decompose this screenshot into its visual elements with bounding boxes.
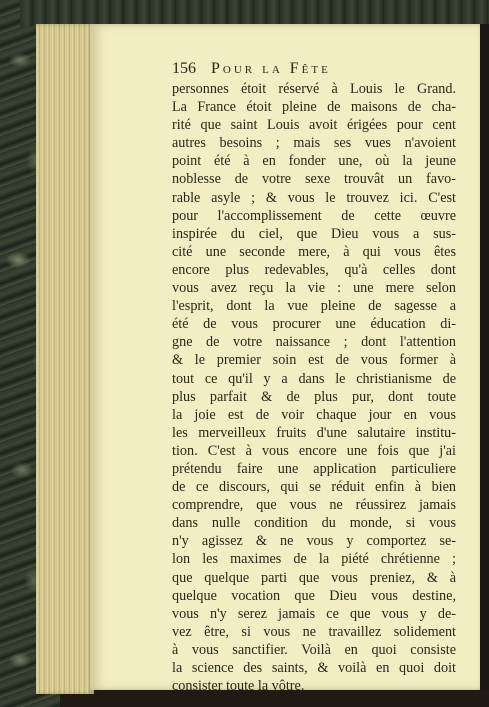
text-line: n'y agissez & ne vous y comportez se- xyxy=(172,533,456,550)
text-line: gne de votre naissance ; dont l'attention xyxy=(172,334,456,351)
text-line: comprendre, que vous ne réussirez jamais xyxy=(172,497,456,514)
text-line: que quelque parti que vous preniez, & à xyxy=(172,569,456,586)
page-number: 156 xyxy=(172,60,196,77)
text-line: dans nulle condition du monde, si vous xyxy=(172,515,456,532)
text-line: encore plus redevables, qu'à celles dont xyxy=(172,261,456,278)
text-line: à vous sanctifier. Voilà en quoi consiste xyxy=(172,641,456,658)
text-line: personnes étoit réservé à Louis le Grand. xyxy=(172,81,456,97)
text-line: cité une seconde mere, à qui vous êtes xyxy=(172,243,456,260)
text-line: La France étoit pleine de maisons de cha- xyxy=(172,99,456,116)
text-line: vous avez reçu la vie : une mere selon xyxy=(172,280,456,297)
book-cover-top-edge xyxy=(20,0,489,26)
page-stack-edges xyxy=(36,24,94,694)
text-line: tout ce qu'il y a dans le christianisme de xyxy=(172,370,456,387)
text-line: rable asyle ; & vous le trouvez ici. C'est xyxy=(172,189,456,206)
text-line: quelque vocation que Dieu vous destine, xyxy=(172,587,456,604)
text-line: prétendu faire une application particuliere xyxy=(172,460,456,477)
body-text xyxy=(172,80,456,695)
text-line: inspirée du ciel, que Dieu vous a sus- xyxy=(172,225,456,242)
text-line: consister toute la vôtre. xyxy=(172,678,305,695)
text-line: la science des saints, & voilà en quoi doit xyxy=(172,660,456,676)
text-line: noblesse de votre sexe trouvât un favo- xyxy=(172,171,456,188)
text-line: plus parfait & de plus pur, dont toute xyxy=(172,388,456,405)
text-line: & le premier soin est de vous former à xyxy=(172,352,456,369)
text-line: tion. C'est à vous encore une fois que j'ai xyxy=(172,442,456,459)
text-line: point été à en fonder une, où la jeune xyxy=(172,153,456,170)
page-right-shadow xyxy=(480,24,489,690)
text-line: été de vous procurer une éducation di- xyxy=(172,316,456,333)
text-line: pour l'accomplissement de cette œuvre xyxy=(172,207,456,224)
text-line: autres besoins ; mais ses vues n'avoient xyxy=(172,135,456,152)
text-line: vous n'y serez jamais ce que vous y de- xyxy=(172,605,456,622)
text-line: l'esprit, dont la vue pleine de sagesse a xyxy=(172,298,456,315)
running-header xyxy=(172,60,472,82)
text-line: vez être, si vous ne travaillez solidement xyxy=(172,623,456,640)
text-line: les merveilleux fruits d'une salutaire institu- xyxy=(172,424,456,441)
running-title: Pour la Fête xyxy=(211,60,331,77)
text-line: de ce discours, qui se réduit enfin à bien xyxy=(172,479,456,496)
text-line: la joie est de voir chaque jour en vous xyxy=(172,406,456,423)
text-line: lon les maximes de la piété chrétienne ; xyxy=(172,551,456,568)
text-line: rité que saint Louis avoit érigées pour cent xyxy=(172,117,456,134)
